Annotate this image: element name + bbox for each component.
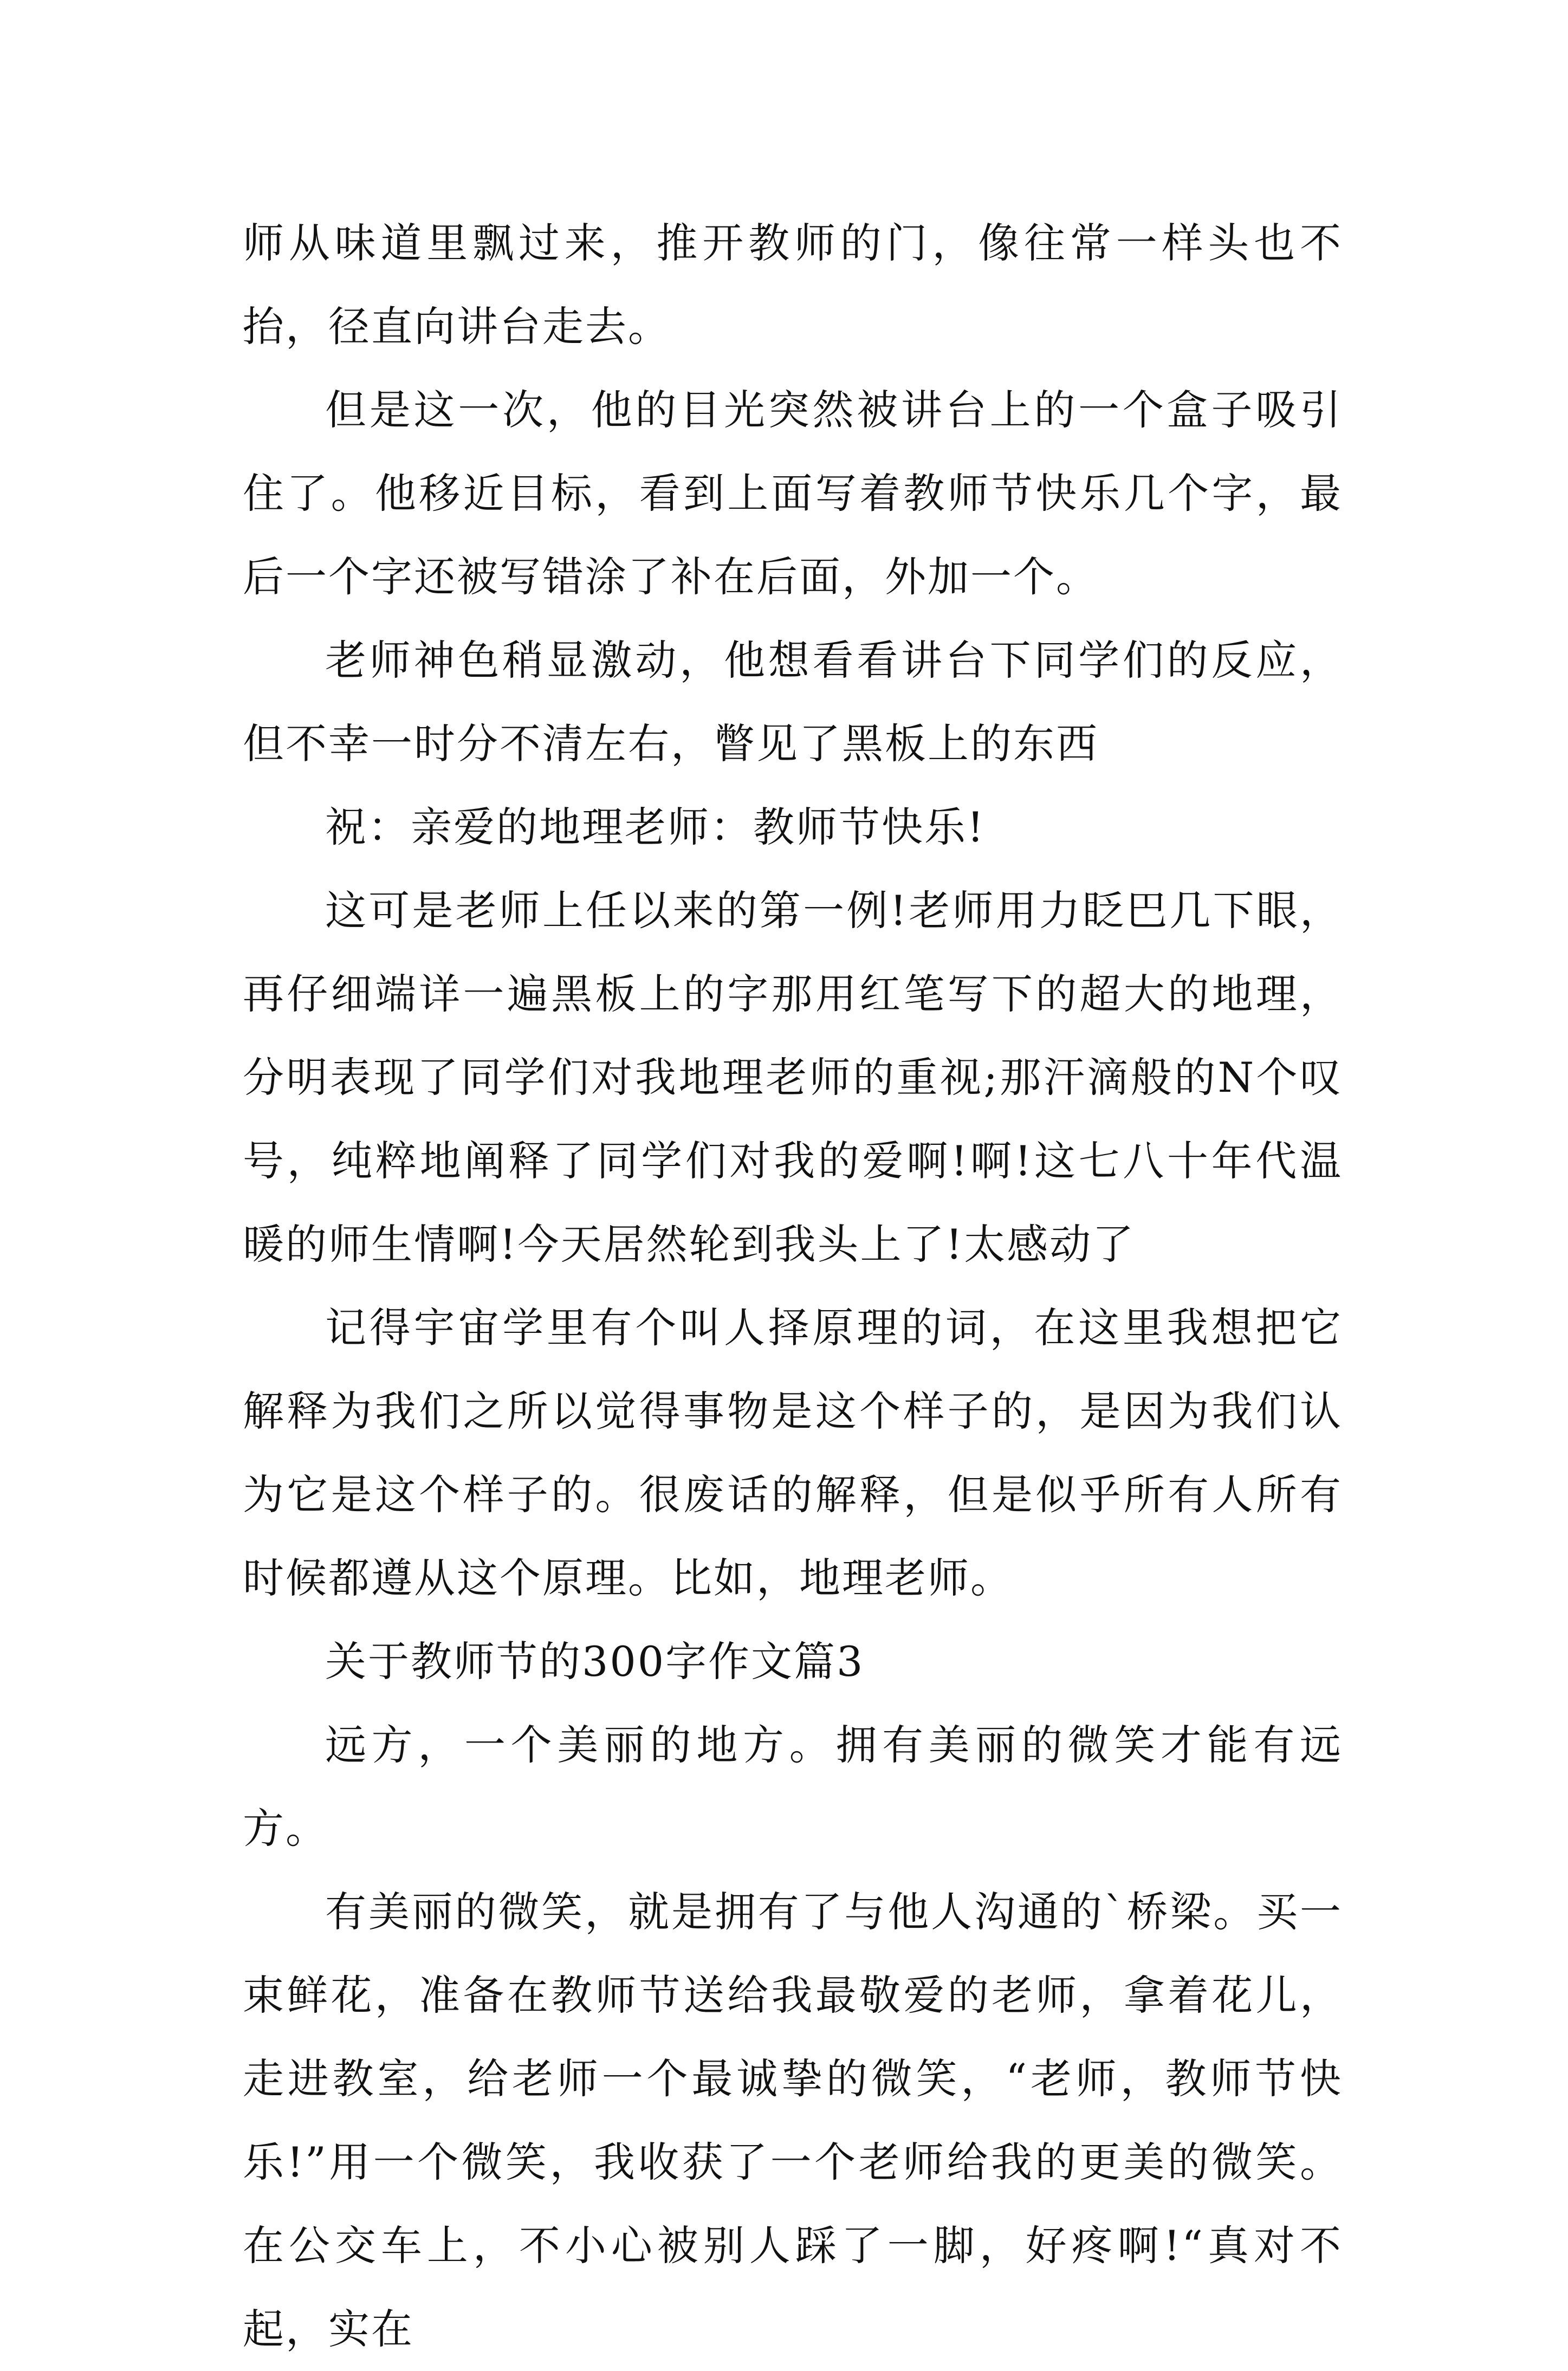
paragraph-3: 老师神色稍显激动，他想看看讲台下同学们的反应，但不幸一时分不清左右，瞥见了黑板上的东西 bbox=[243, 636, 1343, 768]
paragraph-2: 但是这一次，他的目光突然被讲台上的一个盒子吸引住了。他移近目标，看到上面写着教师节快乐几个字，最后一个字还被写错涂了补在后面，外加一个。 bbox=[243, 386, 1343, 601]
paragraph-5: 这可是老师上任以来的第一例!老师用力眨巴几下眼，再仔细端详一遍黑板上的字那用红笔写下的超大的地理，分明表现了同学们对我地理老师的重视;那汗滴般的N个叹号，纯粹地阐释了同学们对我的爱啊!啊!这七八十年代温暖的师生情啊!今天居然轮到我头上了!太感动了 bbox=[243, 886, 1343, 1268]
paragraph-8: 远方，一个美丽的地方。拥有美丽的微笑才能有远方。 bbox=[243, 1721, 1343, 1852]
section-heading: 关于教师节的300字作文篇3 bbox=[325, 1637, 865, 1686]
paragraph-6: 记得宇宙学里有个叫人择原理的词，在这里我想把它解释为我们之所以觉得事物是这个样子的，是因为我们认为它是这个样子的。很废话的解释，但是似乎所有人所有时候都遵从这个原理。比如，地理老师。 bbox=[243, 1304, 1343, 1602]
paragraph-1: 师从味道里飘过来，推开教师的门，像往常一样头也不抬，径直向讲台走去。 bbox=[243, 219, 1343, 351]
paragraph-4: 祝：亲爱的地理老师：教师节快乐! bbox=[325, 803, 986, 851]
document-body bbox=[243, 202, 1343, 2371]
paragraph-9: 有美丽的微笑，就是拥有了与他人沟通的`桥梁。买一束鲜花，准备在教师节送给我最敬爱的老师，拿着花儿，走进教室，给老师一个最诚挚的微笑，“老师，教师节快乐!”用一个微笑，我收获了一个老师给我的更美的微笑。在公交车上，不小心被别人踩了一脚，好疼啊!“真对不起，实在 bbox=[243, 1888, 1343, 2353]
